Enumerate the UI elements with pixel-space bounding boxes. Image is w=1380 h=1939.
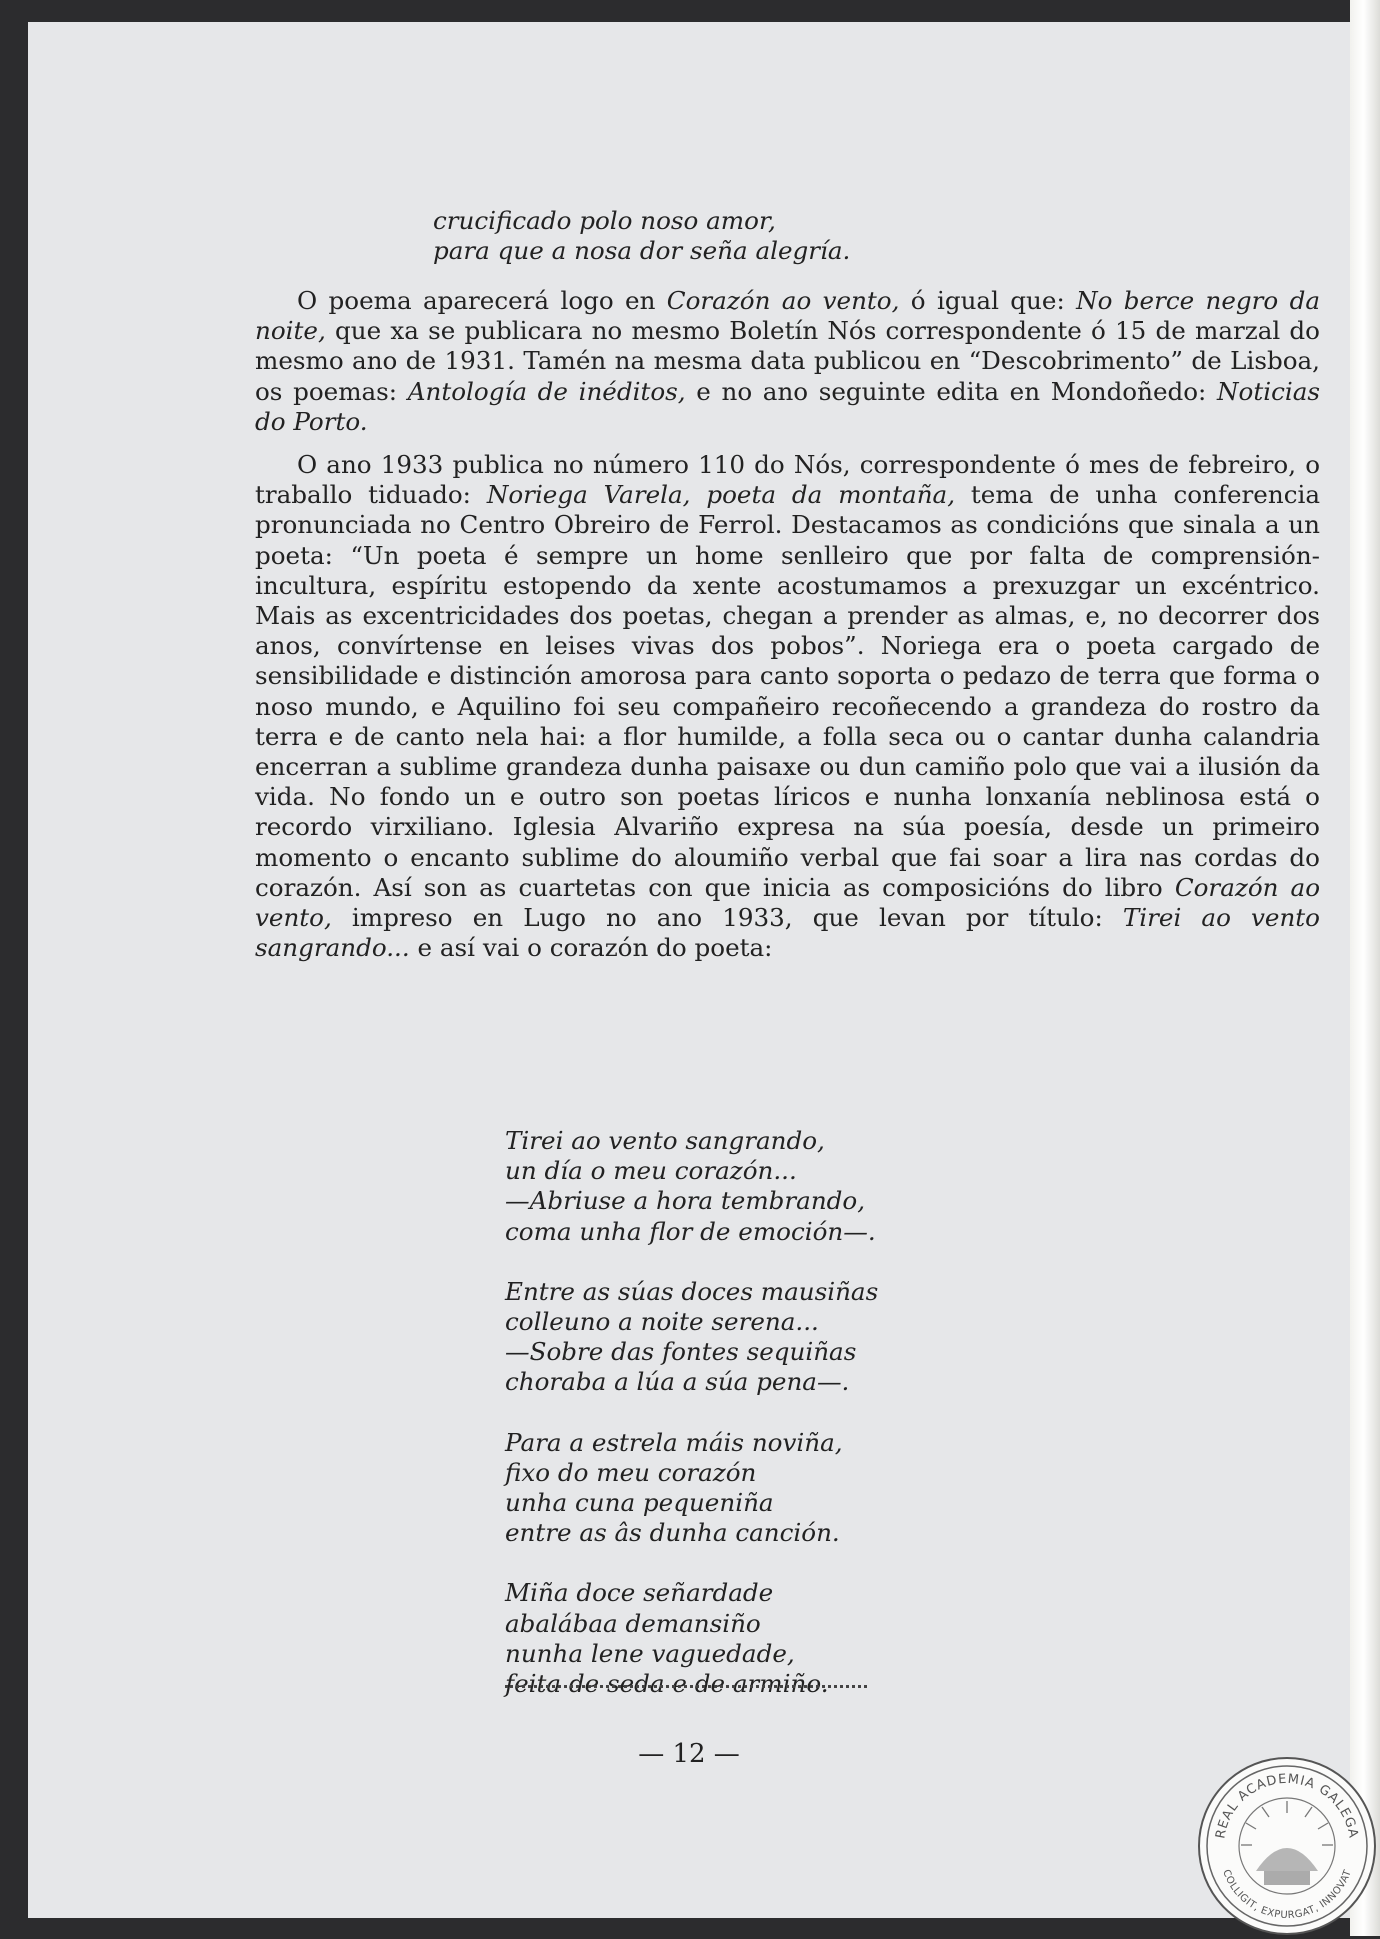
page-edge	[1350, 0, 1380, 1936]
text-run: que xa se publicara no mesmo Boletín Nós correspondente ó 15 de marzal do mesmo ano de 1931. Tamén na mesma data publicou en “Descobrimento” de Lisboa, os poemas:	[255, 316, 1320, 406]
stanza-line: —Sobre das fontes sequiñas	[505, 1337, 857, 1367]
stanza-1	[505, 1126, 878, 1247]
poem-line: crucificado polo noso amor,	[433, 206, 776, 235]
text-run: e no ano seguinte edita en Mondoñedo:	[685, 376, 1218, 406]
stanza-line: abalábaa demansiño	[505, 1608, 761, 1638]
page-number: — 12 —	[638, 1739, 740, 1769]
stanza-3	[505, 1428, 878, 1549]
stanza-line: nunha lene vaguedade,	[505, 1638, 795, 1668]
stanza-line: —Abriuse a hora tembrando,	[505, 1186, 866, 1216]
seal-top-text: REAL ACADEMIA GALEGA	[1213, 1771, 1361, 1840]
stanza-line: Entre as súas doces mausiñas	[505, 1276, 879, 1306]
italic-title-run: Antología de inéditos,	[407, 376, 686, 406]
paragraph-1	[255, 286, 1320, 437]
ellipsis-dotted-line	[505, 1685, 867, 1688]
stanza-line: feita de seda e de armiño.	[505, 1669, 829, 1699]
stanza-line: Para a estrela máis noviña,	[505, 1427, 843, 1457]
italic-title-run: Tirei ao vento sangrando...	[255, 903, 1320, 963]
stanza-line: fixo do meu corazón	[505, 1457, 757, 1487]
poem-excerpt-top	[433, 206, 850, 266]
italic-title-run: Noriega Varela, poeta da montaña,	[486, 480, 956, 510]
stanza-line: coma unha flor de emoción—.	[505, 1216, 876, 1246]
academy-seal-stamp	[1194, 1753, 1380, 1939]
stanza-2	[505, 1277, 878, 1398]
stanza-line: Tirei ao vento sangrando,	[505, 1126, 825, 1155]
poem-stanzas	[505, 1126, 878, 1729]
stanza-line: colleuno a noite serena...	[505, 1307, 819, 1337]
paragraph-2	[255, 450, 1320, 963]
document-page	[28, 22, 1350, 1918]
text-run: O ano 1933 publica no número 110 do Nós, correspondente ó mes de febreiro, o traballo tiduado:	[255, 450, 1320, 510]
seal-bottom-text: COLLIGIT, EXPURGAT, INNOVAT	[1220, 1868, 1354, 1922]
body-text	[255, 286, 1320, 976]
stanza-line: Miña doce señardade	[505, 1578, 774, 1608]
stanza-line: choraba a lúa a súa pena—.	[505, 1367, 850, 1397]
text-run: impreso en Lugo no ano 1933, que levan por título:	[331, 903, 1123, 933]
text-run: ó igual que:	[899, 286, 1077, 315]
italic-title-run: Corazón ao vento,	[255, 872, 1320, 933]
text-run: tema de unha conferencia pronunciada no Centro Obreiro de Ferrol. Destacamos as condicións que sinala a un poeta: “Un poeta é sempre un home senlleiro que por falta de comprensión-incultura, espíritu estopendo da xente acostumamos a prexuzgar un excéntrico. Mais as excentricidades dos poetas, chegan a prender as almas, e, no decorrer dos anos, convírtense en leises vivas dos pobos”. Noriega era o poeta cargado de sensibilidade e distinción amorosa para canto soporta o pedazo de terra que forma o noso mundo, e Aquilino foi seu compañeiro recoñecendo a grandeza do rostro da terra e de canto nela hai: a flor humilde, a folla seca ou o cantar dunha calandria encerran a sublime grandeza dunha paisaxe ou dun camiño polo que vai a ilusión da vida. No fondo un e outro son poetas líricos e nunha lonxanía neblinosa está o recordo virxiliano. Iglesia Alvariño expresa na súa poesía, desde un primeiro momento o encanto sublime do aloumiño verbal que fai soar a lira nas cordas do corazón. Así son as cuartetas con que inicia as composicións do libro	[255, 480, 1321, 902]
stanza-line: entre as âs dunha canción.	[505, 1518, 840, 1548]
text-run: e así vai o corazón do poeta:	[409, 933, 773, 963]
italic-title-run: Noticias do Porto.	[255, 376, 1321, 436]
poem-line: para que a nosa dor seña alegría.	[433, 236, 851, 266]
stanza-line: un día o meu corazón...	[505, 1156, 797, 1186]
italic-title-run: No berce negro da noite,	[255, 286, 1320, 346]
stanza-line: unha cuna pequeniña	[505, 1488, 774, 1518]
stanza-4	[505, 1578, 878, 1699]
italic-title-run: Corazón ao vento,	[666, 286, 900, 315]
text-run: O poema aparecerá logo en	[297, 286, 667, 315]
